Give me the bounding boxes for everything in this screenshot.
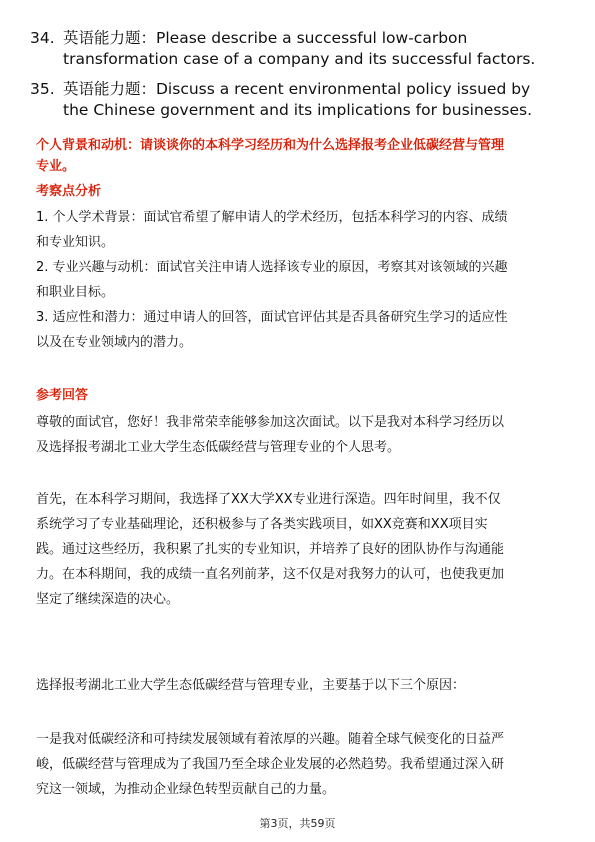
reference-paragraph-3 [36, 673, 561, 698]
paragraph-line: 及选择报考湖北工业大学生态低碳经营与管理专业的个人思考。 [36, 440, 401, 455]
paragraph-line: 峻，低碳经营与管理成为了我国乃至全球企业发展的必然趋势。我希望通过深入研 [36, 757, 505, 772]
reference-heading: 参考回答 [36, 388, 89, 403]
analysis-heading: 考察点分析 [36, 184, 102, 199]
paragraph-line: 坚定了继续深造的决心。 [36, 592, 180, 607]
paragraph-line: 尊敬的面试官，您好！我非常荣幸能够参加这次面试。以下是我对本科学习经历以 [36, 415, 505, 430]
reference-paragraph-2 [36, 487, 561, 612]
analysis-line: 3. 适应性和潜力：通过申请人的回答，面试官评估其是否具备研究生学习的适应性 [36, 310, 508, 325]
paragraph-line: 系统学习了专业基础理论，还积极参与了各类实践项目，如XX竞赛和XX项目实 [36, 517, 488, 532]
paragraph-line: 践。通过这些经历，我积累了扎实的专业知识，并培养了良好的团队协作与沟通能 [36, 542, 505, 557]
question-text-line2: the Chinese government and its implications for businesses. [63, 101, 533, 119]
analysis-line: 和专业知识。 [36, 235, 115, 250]
paragraph-line: 选择报考湖北工业大学生态低碳经营与管理专业，主要基于以下三个原因： [36, 678, 466, 693]
question-text-line1: 英语能力题：Please describe a successful low-carbon [63, 29, 468, 47]
analysis-line: 以及在专业领域内的潜力。 [36, 335, 193, 350]
paragraph-line: 力。在本科期间，我的成绩一直名列前茅，这不仅是对我努力的认可，也使我更加 [36, 567, 505, 582]
paragraph-line: 究这一领域，为推动企业绿色转型贡献自己的力量。 [36, 782, 336, 797]
main-question-line2: 专业。 [36, 159, 76, 174]
reference-paragraph-4 [36, 727, 561, 802]
analysis-line: 2. 专业兴趣与动机：面试官关注申请人选择该专业的原因，考察其对该领域的兴趣 [36, 260, 508, 275]
question-34 [30, 28, 565, 70]
question-text-line1: 英语能力题：Discuss a recent environmental policy issued by [63, 80, 531, 98]
question-number: 34. [30, 29, 55, 47]
analysis-body [36, 205, 561, 355]
main-question-line1: 个人背景和动机：请谈谈你的本科学习经历和为什么选择报考企业低碳经营与管理 [36, 138, 505, 153]
question-35 [30, 79, 565, 121]
question-number: 35. [30, 80, 55, 98]
main-question-heading [36, 135, 561, 177]
page-footer: 第3页，共59页 [259, 817, 336, 830]
question-text-line2: transformation case of a company and its successful factors. [63, 50, 536, 68]
analysis-line: 1. 个人学术背景：面试官希望了解申请人的学术经历，包括本科学习的内容、成绩 [36, 210, 508, 225]
paragraph-line: 一是我对低碳经济和可持续发展领域有着浓厚的兴趣。随着全球气候变化的日益严 [36, 732, 505, 747]
reference-paragraph-1 [36, 410, 561, 460]
paragraph-line: 首先，在本科学习期间，我选择了XX大学XX专业进行深造。四年时间里，我不仅 [36, 492, 501, 507]
analysis-line: 和职业目标。 [36, 285, 115, 300]
